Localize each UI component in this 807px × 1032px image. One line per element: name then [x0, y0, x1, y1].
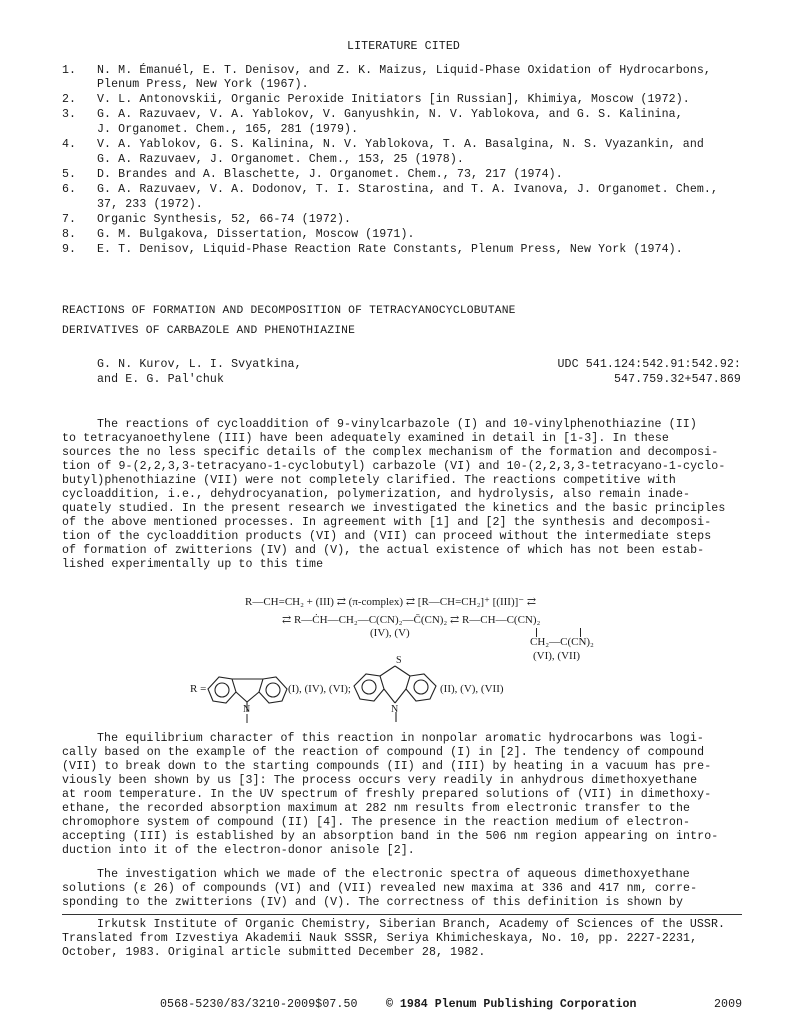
- zwitterion-label: (IV), (V): [370, 627, 410, 639]
- affiliation-line: Translated from Izvestiya Akademii Nauk SSSR, Seriya Khimicheskaya, No. 10, pp. 2227-2231,: [62, 932, 698, 945]
- affiliation-line: October, 1983. Original article submitted December 28, 1982.: [62, 946, 486, 959]
- body-line: (VII) to break down to the starting compounds (II) and (III) by heating in a vacuum has pre-: [62, 760, 712, 773]
- reference-text: G. M. Bulgakova, Dissertation, Moscow (1971).: [97, 228, 415, 241]
- body-line: chromophore system of compound (II) [4]. The presence in the reaction medium of electron-: [62, 816, 691, 829]
- body-line: duction into it of the electron-donor anisole [2].: [62, 844, 415, 857]
- reference-text: G. A. Razuvaev, V. A. Dodonov, T. I. Starostina, and T. A. Ivanova, J. Organomet. Chem.,: [97, 183, 719, 196]
- carbazole-compound-labels: (I), (IV), (VI);: [288, 683, 351, 695]
- reference-number: 4.: [62, 138, 77, 151]
- body-line: cally based on the example of the reaction of compound (I) in [2]. The tendency of compound: [62, 746, 705, 759]
- reference-number: 3.: [62, 108, 77, 121]
- reference-text: Organic Synthesis, 52, 66-74 (1972).: [97, 213, 352, 226]
- body-line: tion of 9-(2,2,3,3-tetracyano-1-cyclobutyl) carbazole (VI) and 10-(2,2,3,3-tetracyano-1-cyclo-: [62, 460, 726, 473]
- body-line: accepting (III) is established by an absorption band in the 506 nm region appearing on intro-: [62, 830, 719, 843]
- carbazole-nitrogen-label: N: [243, 704, 251, 715]
- literature-cited-heading: LITERATURE CITED: [347, 40, 460, 53]
- reference-number: 5.: [62, 168, 77, 181]
- article-title-line: REACTIONS OF FORMATION AND DECOMPOSITION OF TETRACYANOCYCLOBUTANE: [62, 305, 516, 317]
- reference-number: 2.: [62, 93, 77, 106]
- phenothiazine-compound-labels: (II), (V), (VII): [440, 683, 504, 695]
- page-number: 2009: [714, 998, 743, 1011]
- affiliation-line: Irkutsk Institute of Organic Chemistry, Siberian Branch, Academy of Sciences of the USSR.: [97, 918, 726, 931]
- reference-number: 9.: [62, 243, 77, 256]
- body-line: cycloaddition, i.e., dehydrocyanation, polymerization, and hydrolysis, also remain inade-: [62, 488, 691, 501]
- reference-text: D. Brandes and A. Blaschette, J. Organomet. Chem., 73, 217 (1974).: [97, 168, 563, 181]
- body-line: The reactions of cycloaddition of 9-vinylcarbazole (I) and 10-vinylphenothiazine (II): [97, 418, 697, 431]
- reference-text: V. L. Antonovskii, Organic Peroxide Initiators [in Russian], Khimiya, Moscow (1972).: [97, 93, 690, 106]
- phenothiazine-structure-icon: [350, 658, 445, 728]
- body-line: sponding to the zwitterions (IV) and (V). The correctness of this definition is shown by: [62, 896, 684, 909]
- body-line: butyl)phenothiazine (VII) were not completely clarified. The reactions competitive with: [62, 474, 676, 487]
- body-line: lished experimentally up to this time: [62, 558, 324, 571]
- scheme-equation-line-1: R—CH=CH₂ + (III) ⇄ (π-complex) ⇄ [R—CH=CH₂]⁺ [(III)]⁻ ⇄: [245, 596, 537, 608]
- reference-text: V. A. Yablokov, G. S. Kalinina, N. V. Yablokova, T. A. Basalgina, N. S. Vyazankin, and: [97, 138, 704, 151]
- reference-text: N. M. Émanuél, E. T. Denisov, and Z. K. Maizus, Liquid-Phase Oxidation of Hydrocarbons,: [97, 64, 711, 77]
- reference-text: G. A. Razuvaev, J. Organomet. Chem., 153, 25 (1978).: [97, 153, 464, 166]
- udc-line: 547.759.32+547.869: [613, 373, 741, 386]
- body-line: ethane, the recorded absorption maximum at 282 nm results from electronic transfer to the: [62, 802, 691, 815]
- reference-number: 7.: [62, 213, 77, 226]
- reference-number: 1.: [62, 64, 77, 77]
- body-line: of formation of zwitterions (IV) and (V), the actual existence of which has not been estab-: [62, 544, 705, 557]
- r-group-label: R =: [190, 683, 207, 695]
- body-line: sources the no less specific details of the complex mechanism of the formation and decomposi-: [62, 446, 719, 459]
- article-title-line: DERIVATIVES OF CARBAZOLE AND PHENOTHIAZINE: [62, 325, 356, 337]
- reference-text: J. Organomet. Chem., 165, 281 (1979).: [97, 123, 359, 136]
- body-line: quately studied. In the present research we investigated the kinetics and the basic principles: [62, 502, 726, 515]
- body-line: to tetracyanoethylene (III) have been adequately examined in detail in [1-3]. In these: [62, 432, 669, 445]
- body-line: of the above mentioned processes. In agreement with [1] and [2] the synthesis and decomposi-: [62, 516, 712, 529]
- udc-line: UDC 541.124:542.91:542.92:: [557, 358, 741, 371]
- carbazole-structure-icon: [205, 655, 295, 725]
- scheme-equation-line-2: ⇄ R—ĊH—CH₂—C(CN)₂—C̄(CN)₂ ⇄ R—CH—C(CN)₂: [282, 614, 541, 626]
- article-code: 0568-5230/83/3210-2009$07.50: [160, 998, 358, 1011]
- authors-line: G. N. Kurov, L. I. Svyatkina,: [97, 358, 302, 371]
- reference-text: G. A. Razuvaev, V. A. Yablokov, V. Ganyushkin, N. V. Yablokova, and G. S. Kalinina,: [97, 108, 683, 121]
- authors-line: and E. G. Pal'chuk: [97, 373, 225, 386]
- body-line: viously been shown by us [3]: The process occurs very readily in anhydrous dimethoxyethane: [62, 774, 698, 787]
- body-line: solutions (ε 26) of compounds (VI) and (VII) revealed new maxima at 336 and 417 nm, corre-: [62, 882, 698, 895]
- reference-text: Plenum Press, New York (1967).: [97, 78, 309, 91]
- reference-number: 6.: [62, 183, 77, 196]
- copyright-line: © 1984 Plenum Publishing Corporation: [386, 998, 637, 1011]
- reference-number: 8.: [62, 228, 77, 241]
- body-line: at room temperature. In the UV spectrum of freshly prepared solutions of (VII) in dimethoxy-: [62, 788, 712, 801]
- phenothiazine-nitrogen-label: N: [391, 704, 399, 715]
- reference-text: 37, 233 (1972).: [97, 198, 203, 211]
- cycloadduct-label: (VI), (VII): [533, 650, 581, 662]
- phenothiazine-sulfur-label: S: [396, 655, 402, 666]
- body-line: tion of the cycloaddition products (VI) and (VII) can proceed without the intermediate steps: [62, 530, 712, 543]
- body-line: The investigation which we made of the electronic spectra of aqueous dimethoxyethane: [97, 868, 690, 881]
- reference-text: E. T. Denisov, Liquid-Phase Reaction Rate Constants, Plenum Press, New York (1974).: [97, 243, 683, 256]
- body-line: The equilibrium character of this reaction in nonpolar aromatic hydrocarbons was logi-: [97, 732, 704, 745]
- footnote-divider: [62, 914, 742, 915]
- cyclobutane-lower-bond: CH₂—C(CN)₂: [530, 636, 594, 648]
